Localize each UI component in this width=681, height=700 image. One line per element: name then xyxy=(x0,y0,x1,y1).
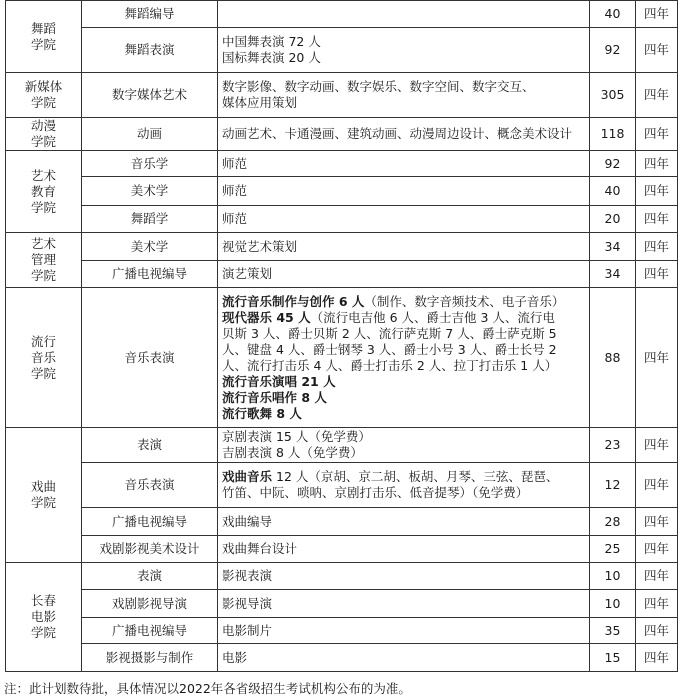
direction-emphasis: 流行音乐唱作 8 人 xyxy=(222,389,327,405)
direction-cell xyxy=(218,177,590,206)
years-cell: 四年 xyxy=(636,28,678,73)
direction-cell xyxy=(218,118,590,151)
years-cell: 四年 xyxy=(636,644,678,672)
years-cell: 四年 xyxy=(636,508,678,536)
direction-text: 媒体应用策划 xyxy=(222,95,298,110)
direction-line xyxy=(222,541,585,557)
direction-text: 戏曲编导 xyxy=(222,513,273,529)
years-cell: 四年 xyxy=(636,151,678,177)
count-cell: 34 xyxy=(590,233,636,261)
major-cell: 动画 xyxy=(82,118,218,151)
direction-line xyxy=(222,342,585,358)
table-row xyxy=(6,428,678,463)
direction-line xyxy=(222,211,585,227)
direction-line xyxy=(222,650,585,666)
direction-text: 视觉艺术策划 xyxy=(222,238,298,254)
direction-text: 戏曲舞台设计 xyxy=(222,541,298,556)
direction-line xyxy=(222,469,585,485)
table-row xyxy=(6,177,678,206)
footnote: 注：此计划数待批，具体情况以2022年各省级招生考试机构公布的为准。 xyxy=(4,681,411,696)
table-row xyxy=(6,1,678,28)
major-cell: 美术学 xyxy=(82,177,218,206)
count-cell: 20 xyxy=(590,206,636,233)
direction-emphasis: 流行歌舞 8 人 xyxy=(222,405,302,421)
direction-line xyxy=(222,568,585,584)
direction-text: 国标舞表演 20 人 xyxy=(222,50,321,65)
direction-text: 电影制片 xyxy=(222,622,273,638)
years-cell: 四年 xyxy=(636,73,678,118)
direction-cell xyxy=(218,428,590,463)
direction-cell xyxy=(218,618,590,644)
major-cell: 广播电视编导 xyxy=(82,261,218,288)
years-cell: 四年 xyxy=(636,618,678,644)
table-row xyxy=(6,206,678,233)
direction-cell xyxy=(218,1,590,28)
count-cell: 15 xyxy=(590,644,636,672)
years-cell: 四年 xyxy=(636,288,678,428)
direction-text: 竹笛、中阮、唢呐、京剧打击乐、低音提琴）（免学费） xyxy=(222,485,529,500)
direction-text: 12 人（京胡、京二胡、板胡、月琴、三弦、琵琶、 xyxy=(272,469,559,484)
direction-emphasis: 现代器乐 45 人 xyxy=(222,309,311,325)
enrollment-plan-table xyxy=(5,0,678,672)
direction-cell xyxy=(218,288,590,428)
direction-text: 电影 xyxy=(222,649,248,665)
college-cell: 艺术 管理 学院 xyxy=(6,233,82,288)
direction-text: 师范 xyxy=(222,211,248,226)
table-row xyxy=(6,618,678,644)
direction-text: （流行电吉他 6 人、爵士吉他 3 人、流行电 xyxy=(310,309,555,325)
direction-emphasis: 流行音乐演唱 21 人 xyxy=(222,373,336,389)
years-cell: 四年 xyxy=(636,206,678,233)
direction-cell xyxy=(218,261,590,288)
direction-text: 动画艺术、卡通漫画、建筑动画、动漫周边设计、概念美术设计 xyxy=(222,126,573,141)
major-cell: 戏剧影视美术设计 xyxy=(82,536,218,563)
years-cell: 四年 xyxy=(636,563,678,590)
years-cell: 四年 xyxy=(636,463,678,508)
major-cell: 音乐表演 xyxy=(82,463,218,508)
direction-text: 影视导演 xyxy=(222,595,273,611)
college-cell: 戏曲 学院 xyxy=(6,428,82,563)
direction-text: 人、键盘 4 人、爵士钢琴 3 人、爵士小号 3 人、爵士长号 2 xyxy=(222,341,557,357)
table-row xyxy=(6,644,678,672)
major-cell: 舞蹈学 xyxy=(82,206,218,233)
college-cell: 长春 电影 学院 xyxy=(6,563,82,672)
direction-line xyxy=(222,266,585,282)
years-cell: 四年 xyxy=(636,261,678,288)
direction-cell xyxy=(218,206,590,233)
college-cell: 流行 音乐 学院 xyxy=(6,288,82,428)
direction-text: 数字影像、数字动画、数字娱乐、数字空间、数字交互、 xyxy=(222,79,535,94)
direction-cell xyxy=(218,590,590,618)
table-row xyxy=(6,590,678,618)
direction-text: 影视表演 xyxy=(222,568,273,583)
count-cell: 25 xyxy=(590,536,636,563)
table-row xyxy=(6,151,678,177)
count-cell: 92 xyxy=(590,151,636,177)
direction-line xyxy=(222,429,585,445)
direction-cell xyxy=(218,233,590,261)
years-cell: 四年 xyxy=(636,428,678,463)
count-cell: 10 xyxy=(590,563,636,590)
direction-line xyxy=(222,34,585,50)
direction-line xyxy=(222,406,585,422)
table-row xyxy=(6,463,678,508)
direction-line xyxy=(222,126,585,142)
college-cell: 舞蹈 学院 xyxy=(6,1,82,73)
direction-line xyxy=(222,183,585,199)
table-row xyxy=(6,118,678,151)
major-cell: 美术学 xyxy=(82,233,218,261)
direction-line xyxy=(222,79,585,95)
major-cell: 音乐表演 xyxy=(82,288,218,428)
count-cell: 88 xyxy=(590,288,636,428)
direction-line xyxy=(222,445,585,461)
direction-cell xyxy=(218,73,590,118)
years-cell: 四年 xyxy=(636,233,678,261)
table-row xyxy=(6,28,678,73)
direction-text: 吉剧表演 8 人（免学费） xyxy=(222,445,363,460)
direction-cell xyxy=(218,536,590,563)
years-cell: 四年 xyxy=(636,118,678,151)
count-cell: 34 xyxy=(590,261,636,288)
direction-text: 演艺策划 xyxy=(222,266,273,281)
direction-line xyxy=(222,623,585,639)
college-cell: 新媒体 学院 xyxy=(6,73,82,118)
count-cell: 28 xyxy=(590,508,636,536)
major-cell: 戏剧影视导演 xyxy=(82,590,218,618)
direction-text: 中国舞表演 72 人 xyxy=(222,34,321,49)
direction-line xyxy=(222,156,585,172)
table-row xyxy=(6,73,678,118)
direction-line xyxy=(222,294,585,310)
major-cell: 影视摄影与制作 xyxy=(82,644,218,672)
direction-emphasis: 戏曲音乐 xyxy=(222,469,273,484)
table-row xyxy=(6,288,678,428)
direction-cell xyxy=(218,508,590,536)
direction-text: 京剧表演 15 人（免学费） xyxy=(222,429,371,444)
count-cell: 10 xyxy=(590,590,636,618)
table-row xyxy=(6,508,678,536)
direction-line xyxy=(222,514,585,530)
count-cell: 118 xyxy=(590,118,636,151)
direction-line xyxy=(222,485,585,501)
years-cell: 四年 xyxy=(636,536,678,563)
direction-cell xyxy=(218,151,590,177)
table-row xyxy=(6,563,678,590)
years-cell: 四年 xyxy=(636,1,678,28)
major-cell: 舞蹈表演 xyxy=(82,28,218,73)
direction-cell xyxy=(218,28,590,73)
direction-line xyxy=(222,358,585,374)
college-cell: 动漫 学院 xyxy=(6,118,82,151)
count-cell: 92 xyxy=(590,28,636,73)
direction-line xyxy=(222,95,585,111)
direction-cell xyxy=(218,463,590,508)
major-cell: 音乐学 xyxy=(82,151,218,177)
direction-line xyxy=(222,326,585,342)
major-cell: 表演 xyxy=(82,563,218,590)
direction-cell xyxy=(218,563,590,590)
count-cell: 40 xyxy=(590,1,636,28)
direction-line xyxy=(222,239,585,255)
table-row xyxy=(6,536,678,563)
direction-text: 贝斯 3 人、爵士贝斯 2 人、流行萨克斯 7 人、爵士萨克斯 5 xyxy=(222,325,557,341)
direction-cell xyxy=(218,644,590,672)
years-cell: 四年 xyxy=(636,590,678,618)
years-cell: 四年 xyxy=(636,177,678,206)
major-cell: 广播电视编导 xyxy=(82,618,218,644)
major-cell: 广播电视编导 xyxy=(82,508,218,536)
direction-text: （制作、数字音频技术、电子音乐） xyxy=(364,293,565,309)
count-cell: 23 xyxy=(590,428,636,463)
count-cell: 305 xyxy=(590,73,636,118)
direction-text: 师范 xyxy=(222,155,248,171)
direction-line xyxy=(222,50,585,66)
count-cell: 12 xyxy=(590,463,636,508)
major-cell: 数字媒体艺术 xyxy=(82,73,218,118)
direction-text: 师范 xyxy=(222,183,248,198)
direction-emphasis: 流行音乐制作与创作 6 人 xyxy=(222,293,365,309)
direction-line xyxy=(222,596,585,612)
table-row xyxy=(6,261,678,288)
count-cell: 35 xyxy=(590,618,636,644)
direction-text: 人、流行打击乐 4 人、爵士打击乐 2 人、拉丁打击乐 1 人） xyxy=(222,357,558,373)
direction-line xyxy=(222,390,585,406)
table-row xyxy=(6,233,678,261)
major-cell: 舞蹈编导 xyxy=(82,1,218,28)
table-body xyxy=(6,1,678,672)
direction-line xyxy=(222,374,585,390)
major-cell: 表演 xyxy=(82,428,218,463)
college-cell: 艺术 教育 学院 xyxy=(6,151,82,233)
direction-line xyxy=(222,310,585,326)
count-cell: 40 xyxy=(590,177,636,206)
